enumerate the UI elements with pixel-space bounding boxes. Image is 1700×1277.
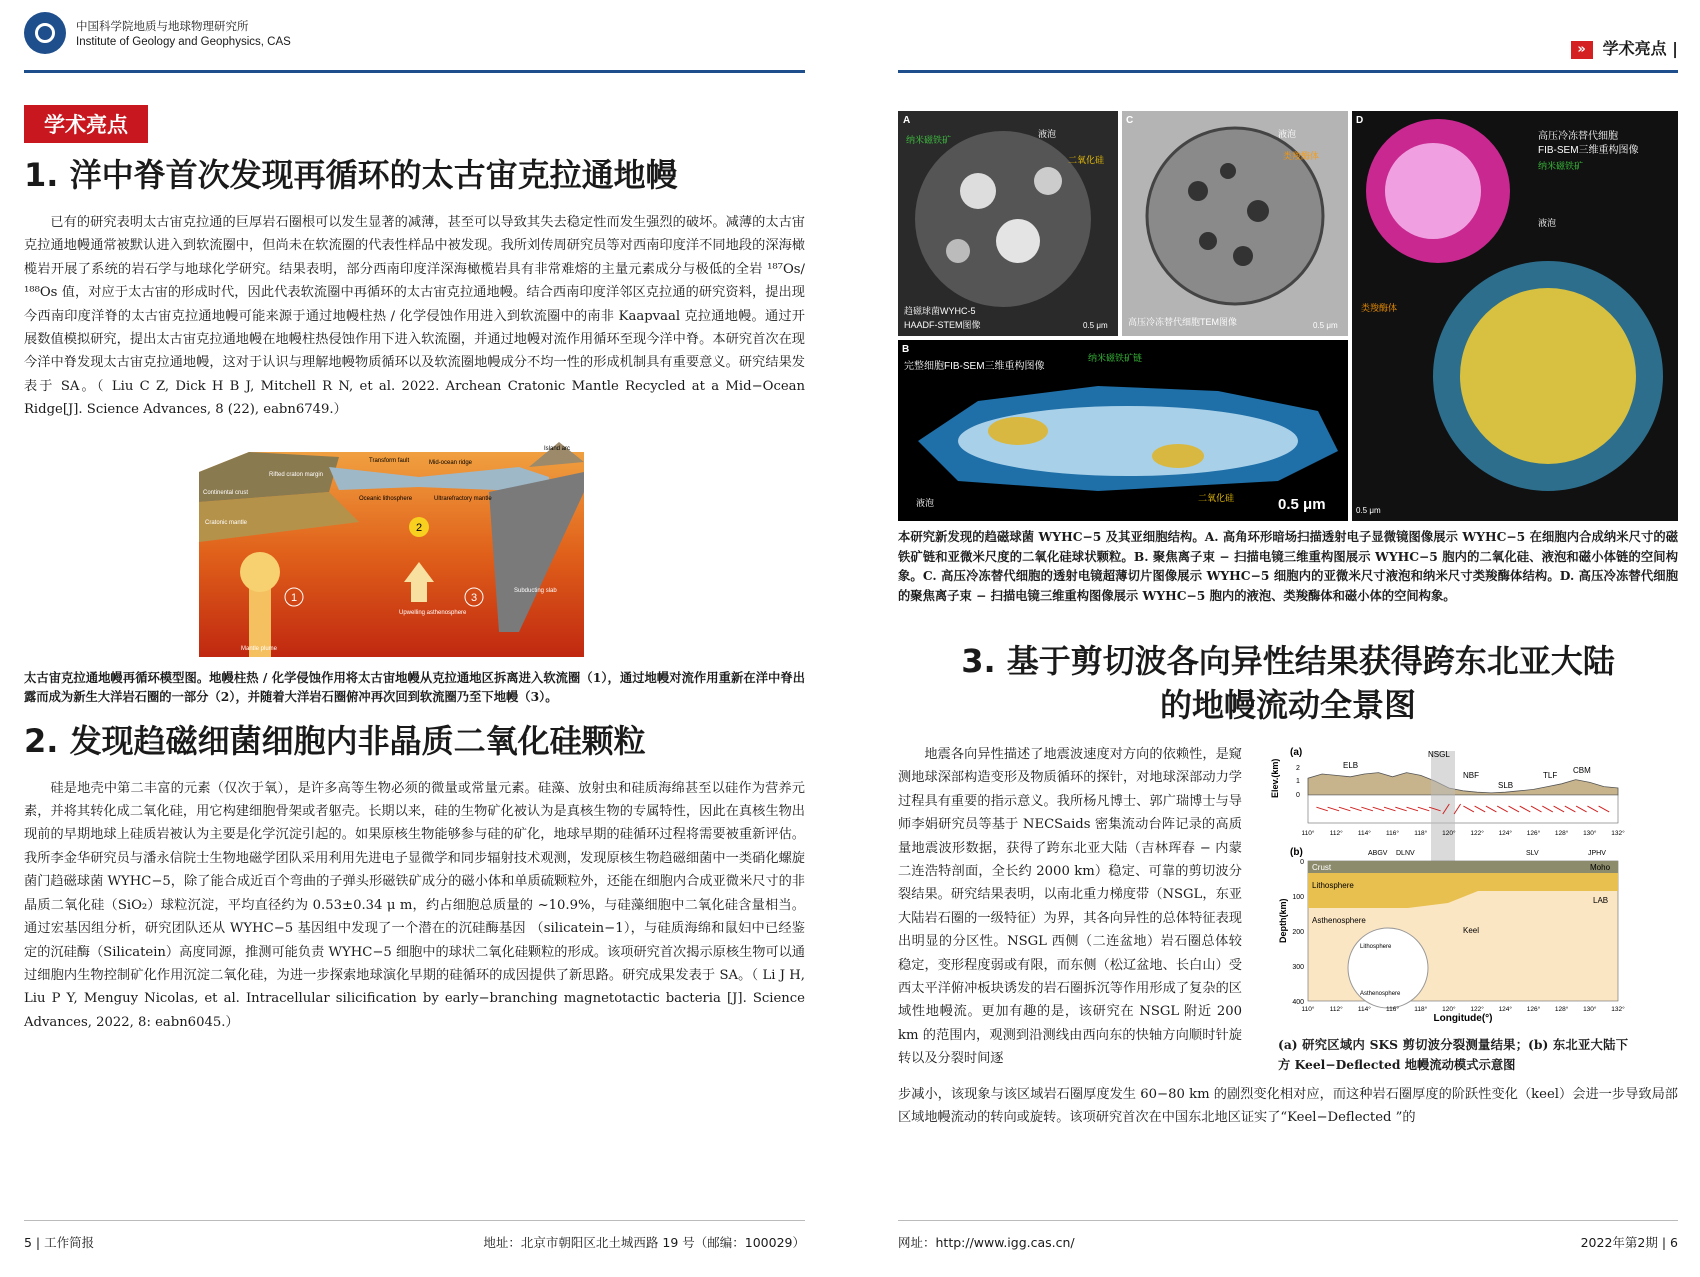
right-header bbox=[898, 0, 1678, 73]
x-tick-label: 114° bbox=[1357, 1006, 1371, 1013]
s3-title-line1: 3. 基于剪切波各向异性结果获得跨东北亚大陆 bbox=[961, 642, 1615, 680]
chart-b-yticks bbox=[1292, 859, 1304, 1006]
s2-title: 2. 发现趋磁细菌细胞内非晶质二氧化硅颗粒 bbox=[24, 721, 646, 760]
panel-b-silica-1 bbox=[988, 417, 1048, 445]
region-elb: ELB bbox=[1343, 761, 1359, 770]
x-tick-label: 112° bbox=[1329, 1006, 1343, 1013]
header-tag-text: 学术亮点 bbox=[1602, 39, 1667, 58]
region-nsgl: NSGL bbox=[1428, 750, 1450, 759]
marker-3: 3 bbox=[470, 591, 478, 604]
label-um: Ultrarefractory mantle bbox=[434, 495, 492, 502]
panel-b-silica: 二氧化硅 bbox=[1198, 493, 1235, 503]
panel-d-magnetite: 纳米磁铁矿 bbox=[1538, 161, 1584, 171]
panel-c-vac-2 bbox=[1220, 163, 1236, 179]
x-tick-label: 120° bbox=[1442, 1006, 1456, 1013]
marker-2: 2 bbox=[415, 521, 423, 534]
panel-d-carboxysome: 类羧酶体 bbox=[1361, 303, 1398, 313]
x-tick-label: 126° bbox=[1526, 830, 1541, 837]
mantle-recycling-figure bbox=[189, 432, 589, 662]
panel-a-sphere-1 bbox=[960, 173, 996, 209]
label-arc: Island arc bbox=[544, 445, 571, 452]
x-tick-label: 116° bbox=[1386, 830, 1399, 837]
panel-a-sphere-4 bbox=[946, 239, 970, 263]
chart-a-ylabel: Elev.(km) bbox=[1270, 758, 1280, 798]
panel-a-silica: 二氧化硅 bbox=[1068, 155, 1105, 165]
panel-a-desc2: HAADF-STEM图像 bbox=[904, 320, 981, 330]
inset-asthenosphere: Asthenosphere bbox=[1360, 991, 1401, 997]
label-plume: Mantle plume bbox=[241, 645, 278, 652]
chart-b-xlabel: Longitude(°) bbox=[1433, 1013, 1493, 1023]
left-footer-page: 5 | 工作简报 bbox=[24, 1235, 95, 1250]
panel-d-title1: 高压冷冻替代细胞 bbox=[1538, 131, 1618, 142]
panel-b-title: 完整细胞FIB-SEM三维重构图像 bbox=[904, 361, 1045, 372]
label-ol: Oceanic lithosphere bbox=[359, 495, 413, 502]
chart-a-ytick-2: 2 bbox=[1296, 765, 1300, 772]
chart-a-ytick-0: 0 bbox=[1296, 792, 1300, 799]
publication-name: 工作简报 bbox=[44, 1235, 95, 1250]
panel-c-vac-1 bbox=[1188, 181, 1208, 201]
chart-a-ytick-1: 1 bbox=[1296, 778, 1300, 785]
region-cbm: CBM bbox=[1573, 766, 1591, 775]
panel-c-letter: C bbox=[1126, 115, 1134, 126]
chart-b-ylabel: Depth(km) bbox=[1278, 898, 1288, 943]
inset-lithosphere: Lithosphere bbox=[1360, 944, 1392, 950]
panel-c-vac-4 bbox=[1199, 232, 1217, 250]
panel-a-magnetite: 纳米磁铁矿 bbox=[906, 135, 952, 145]
y-tick-label: 0 bbox=[1300, 859, 1304, 866]
micrograph-caption: 本研究新发现的趋磁球菌 WYHC−5 及其亚细胞结构。A. 高角环形暗场扫描透射电子显微镜图像展示 WYHC−5 在细胞内合成纳米尺寸的磁铁矿链和亚微米尺度的二氧化硅球状颗粒。B. 聚焦离子束 − 扫描电镜三维重构图展示 WYHC−5 胞内的二氧化硅、液泡和磁小体链的空间构象。C. 高压冷冻替代细胞的透射电镜超薄切片图像展示 WYHC−5 细胞内的亚微米尺寸液泡和纳米尺寸类羧酶体结构。D. 高压冷冻替代细胞的聚焦离子束 − 扫描电镜三维重构图像展示 WYHC−5 胞内的液泡、类羧酶体和磁小体的空间构象。 bbox=[898, 529, 1678, 603]
x-tick-label: 116° bbox=[1386, 1006, 1399, 1013]
right-page bbox=[850, 0, 1700, 1277]
plume-head bbox=[240, 552, 280, 592]
panel-c-vac-3 bbox=[1247, 200, 1269, 222]
panel-d-vacuoles-top bbox=[1385, 143, 1481, 239]
y-tick-label: 200 bbox=[1292, 929, 1304, 936]
chart-b-label: (b) bbox=[1290, 847, 1303, 858]
institute-en: Institute of Geology and Geophysics, CAS bbox=[76, 36, 291, 48]
page-number-right: 6 bbox=[1670, 1235, 1678, 1250]
x-tick-label: 112° bbox=[1329, 830, 1343, 837]
x-tick-label: 122° bbox=[1470, 830, 1484, 837]
chart-b-xticks bbox=[1302, 1005, 1626, 1013]
section-tag: 学术亮点 bbox=[24, 105, 148, 143]
layer-moho: Moho bbox=[1590, 863, 1611, 872]
x-tick-label: 132° bbox=[1611, 830, 1625, 837]
panel-a-scale: 0.5 μm bbox=[1083, 321, 1108, 330]
panel-b-silica-2 bbox=[1152, 444, 1204, 468]
cas-logo-icon bbox=[24, 12, 66, 54]
layer-lab: LAB bbox=[1593, 896, 1609, 905]
page-number-left: 5 bbox=[24, 1235, 32, 1250]
s3-body bbox=[898, 743, 1678, 1083]
station-jphv: JPHV bbox=[1588, 850, 1606, 857]
label-mor: Mid-ocean ridge bbox=[429, 459, 473, 466]
left-footer-address: 地址：北京市朝阳区北土城西路 19 号（邮编：100029） bbox=[483, 1235, 805, 1250]
layer-asthenosphere: Asthenosphere bbox=[1312, 916, 1366, 925]
double-chevron-icon: » bbox=[1571, 41, 1593, 59]
issue-text: 2022年第2期 bbox=[1580, 1235, 1658, 1250]
x-tick-label: 120° bbox=[1442, 830, 1456, 837]
chart-a-xticks bbox=[1302, 829, 1626, 837]
label-cc: Continental crust bbox=[203, 489, 249, 496]
panel-d-title2: FIB-SEM三维重构图像 bbox=[1538, 145, 1639, 156]
panel-a-letter: A bbox=[903, 115, 911, 126]
panel-c-desc: 高压冷冻替代细胞TEM图像 bbox=[1128, 317, 1237, 327]
s3-paragraph-cont: 步减小，该现象与该区域岩石圈厚度发生 60−80 km 的剧烈变化相对应，而这种岩石圈厚度的阶跃性变化（keel）会进一步导致局部区域地幔流动的转向或旋转。该项研究首次在中国东北地区证实了“Keel−Deflected ”的 bbox=[898, 1087, 1678, 1126]
x-tick-label: 130° bbox=[1583, 830, 1597, 837]
y-tick-label: 300 bbox=[1292, 964, 1304, 971]
marker-1: 1 bbox=[290, 591, 298, 604]
label-rifted: Rifted craton margin bbox=[269, 471, 324, 478]
s2-paragraph: 硅是地壳中第二丰富的元素（仅次于氧），是许多高等生物必须的微量或常量元素。硅藻、放射虫和硅质海绵甚至以硅作为营养元素，并将其转化成二氧化硅，用它构建细胞骨架或者躯壳。长期以来，硅的生物矿化被认为是真核生物的专属特性，因此在真核生物出现前的早期地球上硅质岩被认为主要是化学沉淀引起的。如果原核生物能够参与硅的矿化，地球早期的硅循环过程将需要被重新评估。我所李金华研究员与潘永信院士生物地磁学团队采用利用先进电子显微学和同步辐射技术观测，发现原核生物趋磁细菌中一类硝化螺旋菌门趋磁球菌 WYHC−5，除了能合成近百个弯曲的子弹头形磁铁矿成分的磁小体和单质硫颗粒外，还能在细胞内合成亚微米尺寸的非晶质二氧化硅（SiO₂）球粒沉淀，平均直径约为 0.53±0.34 μ m，约占细胞总质量的 ~10.9%，与硅藻细胞中二氧化硅含量相当。通过宏基因组分析，研究团队还从 WYHC−5 基因组中发现了一个潜在的沉硅酶基因 （silicatein−1），与硅质海绵和鼠妇中已经鉴定的沉硅酶（Silicatein）高度同源，推测可能负责 WYHC−5 细胞中的球状二氧化硅颗粒的形成。该项研究首次揭示原核生物可以通过细胞内生物控制矿化作用沉淀二氧化硅，为进一步探索地球演化早期的硅循环的成因提供了新思路。研究成果发表于 SA。（ Li J H, Liu P Y, Menguy Nicolas, et al. Intracellular silicification by early−branching magnetotactic bacteria [J]. Science Advances, 2022, 8: eabn6045.） bbox=[24, 780, 805, 1030]
s1-caption: 太古宙克拉通地幔再循环模型图。地幔柱热 / 化学侵蚀作用将太古宙地幔从克拉通地区拆离进入软流圈（1），通过地幔对流作用重新在洋中脊出露而成为新生大洋岩石圈的一部分（2），并随着大洋岩石圈俯冲再次回到软流圈乃至下地幔（3）。 bbox=[24, 669, 805, 705]
x-tick-label: 128° bbox=[1554, 1006, 1569, 1013]
region-nbf: NBF bbox=[1463, 771, 1479, 780]
x-tick-label: 110° bbox=[1301, 1006, 1315, 1013]
layer-crust: Crust bbox=[1312, 863, 1332, 872]
s1-title: 1. 洋中脊首次发现再循环的太古宙克拉通地幔 bbox=[24, 156, 678, 194]
panel-c-carboxysome: 类羧酶体 bbox=[1283, 151, 1320, 161]
right-footer-line bbox=[898, 1220, 1678, 1221]
x-tick-label: 114° bbox=[1357, 830, 1371, 837]
panel-d-carboxysomes bbox=[1460, 288, 1636, 464]
left-header bbox=[24, 0, 805, 73]
label-up: Upwelling asthenosphere bbox=[399, 609, 467, 616]
layer-lithosphere: Lithosphere bbox=[1312, 881, 1354, 890]
mantle-flow-chart bbox=[1268, 743, 1628, 1023]
panel-a-vacuole: 液泡 bbox=[1038, 129, 1057, 139]
s3-paragraph: 地震各向异性描述了地震波速度对方向的依赖性，是窥测地球深部构造变形及物质循环的探针，对地球深部动力学过程具有重要的指示意义。我所杨凡博士、郭广瑞博士与导师李娟研究员等基于 NECSaids 密集流动台阵记录的高质量地震波形数据，获得了跨东北亚大陆（吉林珲春 − 内蒙二连浩特剖面，全长约 2000 km）稳定、可靠的剪切波分裂结果。研究结果表明，以南北重力梯度带（NSGL，东亚大陆岩石圈的一级特征）为界，其各向异性的总体特征表现出明显的分区性。NSGL 西侧（二连盆地）岩石圈总体较稳定，变形程度弱或有限，而东侧（松辽盆地、长白山）受西太平洋俯冲板块诱发的岩石圈拆沉等作用形成了复杂的区域性地幔流。更加有趣的是，该研究在 NSGL 附近 200 km 的范围内，观测到沿测线由西向东的快轴方向顺时针旋转以及分裂时间逐 bbox=[898, 747, 1242, 1067]
right-header-tag: » 学术亮点 | bbox=[1571, 36, 1678, 59]
panel-c-vac-5 bbox=[1233, 246, 1253, 266]
label-transform: Transform fault bbox=[369, 457, 410, 464]
x-tick-label: 110° bbox=[1301, 830, 1315, 837]
panel-d-scale: 0.5 μm bbox=[1356, 506, 1381, 515]
micrograph-figure bbox=[898, 111, 1678, 521]
x-tick-label: 126° bbox=[1526, 1006, 1541, 1013]
crust-layer bbox=[1308, 861, 1618, 873]
chart-a-label: (a) bbox=[1290, 747, 1303, 758]
x-tick-label: 132° bbox=[1611, 1006, 1625, 1013]
institute-name bbox=[76, 20, 291, 50]
panel-b-scale: 0.5 μm bbox=[1278, 496, 1326, 513]
panel-a-sphere-2 bbox=[996, 219, 1040, 263]
label-sub: Subducting slab bbox=[514, 587, 557, 594]
panel-b-letter: B bbox=[902, 344, 910, 355]
x-tick-label: 122° bbox=[1470, 1006, 1484, 1013]
chart-caption: (a) 研究区域内 SKS 剪切波分裂测量结果；(b) 东北亚大陆下方 Keel−Deflected 地幔流动模式示意图 bbox=[1278, 1037, 1628, 1072]
station-slv: SLV bbox=[1526, 850, 1539, 857]
x-tick-label: 128° bbox=[1554, 830, 1569, 837]
s1-paragraph: 已有的研究表明太古宙克拉通的巨厚岩石圈根可以发生显著的减薄，甚至可以导致其失去稳定性而发生强烈的破坏。减薄的太古宙克拉通地幔通常被默认进入到软流圈中，但尚未在软流圈的代表性样品中被发现。我所刘传周研究员等对西南印度洋不同地段的深海橄榄岩开展了系统的岩石学与地球化学研究。结果表明，部分西南印度洋深海橄榄岩具有非常难熔的主量元素成分与极低的全岩 ¹⁸⁷Os/¹⁸⁸Os 值，对应于太古宙的形成时代，因此代表软流圈中再循环的太古宙克拉通地幔。结合西南印度洋邻区克拉通的研究资料，提出现今西南印度洋脊的太古宙克拉通地幔可能来源于通过地幔柱热 / 化学侵蚀作用进入到软流圈中的南非 Kaapvaal 克拉通地幔。通过开展数值模拟研究，提出太古宙克拉通地幔在地幔柱热侵蚀作用下进入软流圈，并通过地幔对流作用循环至现今洋中脊。本研究首次在现今洋中脊发现太古宙克拉通地幔，这对于认识与理解地幔物质循环以及软流圈地幔成分不均一性的形成机制具有重要意义。研究结果发表于 SA。（ Liu C Z, Dick H B J, Mitchell R N, et al. 2022. Archean Cratonic Mantle Recycled at a Mid−Ocean Ridge[J]. Science Advances, 8 (22), eabn6749.） bbox=[24, 215, 805, 418]
left-footer-line bbox=[24, 1220, 805, 1221]
y-tick-label: 400 bbox=[1292, 999, 1304, 1006]
panel-b-magnetite: 纳米磁铁矿链 bbox=[1088, 353, 1143, 363]
layer-keel: Keel bbox=[1463, 926, 1480, 935]
panel-d-vacuole: 液泡 bbox=[1538, 218, 1557, 228]
x-tick-label: 124° bbox=[1498, 830, 1513, 837]
institute-cn: 中国科学院地质与地球物理研究所 bbox=[76, 21, 249, 33]
y-tick-label: 100 bbox=[1292, 894, 1304, 901]
label-cm: Cratonic mantle bbox=[205, 519, 248, 526]
panel-a-cell bbox=[915, 131, 1091, 307]
x-tick-label: 118° bbox=[1414, 830, 1428, 837]
panel-c-vacuole: 液泡 bbox=[1278, 129, 1297, 139]
region-slb: SLB bbox=[1498, 781, 1514, 790]
panel-d-letter: D bbox=[1356, 115, 1364, 126]
region-tlf: TLF bbox=[1543, 771, 1558, 780]
station-dlnv: DLNV bbox=[1396, 850, 1415, 857]
x-tick-label: 124° bbox=[1498, 1006, 1513, 1013]
station-abgv: ABGV bbox=[1368, 850, 1388, 857]
right-footer-web: 网址：http://www.igg.cas.cn/ bbox=[898, 1235, 1075, 1250]
panel-b-vacuole: 液泡 bbox=[916, 498, 935, 508]
right-footer-issue: 2022年第2期 | 6 bbox=[1580, 1235, 1678, 1250]
x-tick-label: 118° bbox=[1414, 1006, 1428, 1013]
panel-a-sphere-3 bbox=[1034, 167, 1062, 195]
panel-a-desc1: 趋磁球菌WYHC-5 bbox=[904, 306, 976, 316]
s3-title-line2: 的地幔流动全景图 bbox=[1159, 686, 1416, 724]
panel-c-scale: 0.5 μm bbox=[1313, 321, 1338, 330]
x-tick-label: 130° bbox=[1583, 1006, 1597, 1013]
